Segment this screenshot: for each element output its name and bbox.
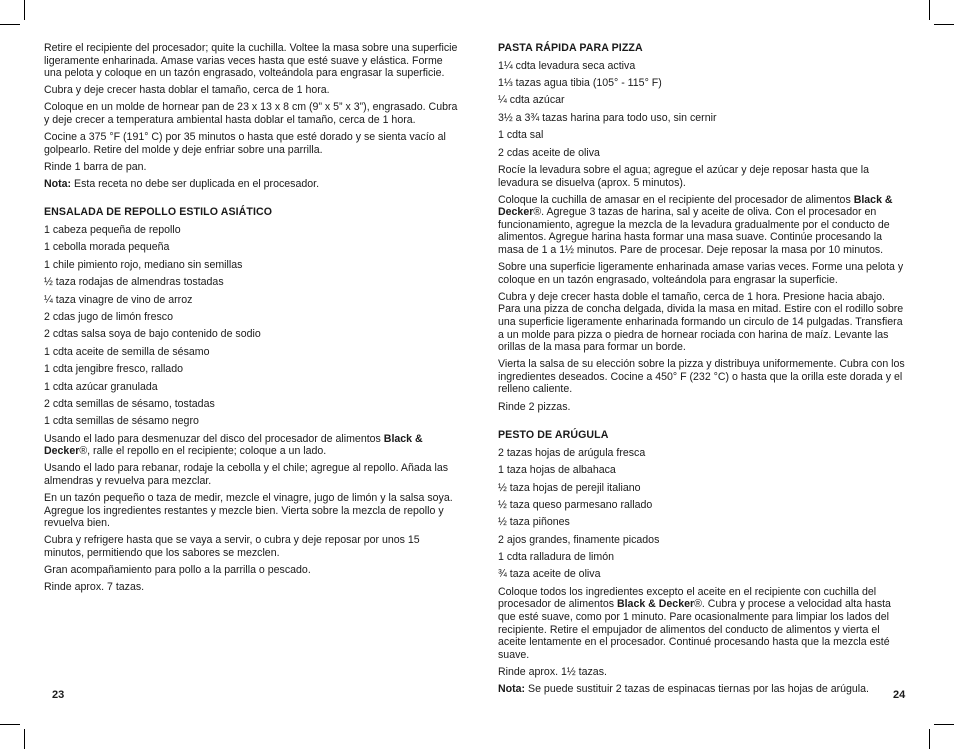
pizza-step-text: Coloque la cuchilla de amasar en el recipiente del procesador de alimentos	[498, 193, 854, 206]
pesto-ingredient: 1 cdta ralladura de limón	[498, 551, 615, 564]
salad-ingredient: 2 cdta semillas de sésamo, tostadas	[44, 397, 215, 410]
pesto-step-text: ®. Cubra y procese a velocidad alta hasta que esté suave, como por 1 minuto. Pare ocasionalmente para limpiar los lados del recipiente. Retire el empujador de alimentos del conducto de alimentos y vierta el aceite lentamente en el procesador. Continué procesando hasta que la mezcla esté suave.	[498, 598, 891, 661]
salad-step	[44, 433, 460, 458]
salad-ingredient: ½ taza rodajas de almendras tostadas	[44, 276, 224, 289]
pizza-step	[498, 194, 910, 257]
salad-step: En un tazón pequeño o taza de medir, mezcle el vinagre, jugo de limón y la salsa soya. Agregue los ingredientes restantes y mezcle bien. Vierta sobre la mezcla de repollo y revuelva bien.	[44, 492, 453, 530]
pizza-step: Cubra y deje crecer hasta doble el tamaño, cerca de 1 hora. Presione hacia abajo. Para una pizza de concha delgada, divida la masa en mitad. Estire con el rodillo sobre una superficie ligeramente enharinada formando un circulo de 14 pulgadas. Transfiera a un molde para pizza o piedra de hornear rociada con harina de maíz. Levante las orillas de la masa para formar un borde.	[498, 290, 904, 354]
pizza-ingredient: 1⅓ tazas agua tibia (105° - 115° F)	[498, 76, 662, 89]
pesto-ingredient: ½ taza hojas de perejil italiano	[498, 481, 641, 494]
intro-paragraph: Cubra y deje crecer hasta doblar el tamaño, cerca de 1 hora.	[44, 84, 330, 97]
pizza-step: Rocíe la levadura sobre el agua; agregue el azúcar y deje reposar hasta que la levadura se disuelva (aprox. 5 minutos).	[498, 163, 870, 189]
pesto-ingredient: 2 ajos grandes, finamente picados	[498, 533, 660, 546]
crop-mark-top-right-h	[934, 24, 954, 25]
salad-ingredient: 1 cabeza pequeña de repollo	[44, 224, 181, 237]
salad-ingredient: 2 cdtas salsa soya de bajo contenido de sodio	[44, 328, 261, 341]
note-label: Nota:	[498, 683, 526, 695]
salad-step-text: Usando el lado para desmenuzar del disco del procesador de alimentos	[44, 432, 384, 445]
crop-mark-top-right-v	[929, 0, 930, 20]
crop-mark-bottom-right-v	[929, 729, 930, 749]
salad-yield: Rinde aprox. 7 tazas.	[44, 581, 145, 594]
pesto-ingredient: 1 taza hojas de albahaca	[498, 464, 616, 477]
crop-mark-bottom-left-h	[0, 724, 20, 725]
note-text: Esta receta no debe ser duplicada en el procesador.	[71, 177, 320, 190]
crop-mark-bottom-left-v	[24, 729, 25, 749]
pizza-step: Vierta la salsa de su elección sobre la pizza y distribuya uniformemente. Cubra con los ingredientes deseados. Cocine a 450° F (232 °C) o hasta que la orilla este dorada y el relleno caliente.	[498, 358, 905, 396]
salad-ingredient: ¼ taza vinagre de vino de arroz	[44, 293, 193, 306]
salad-ingredient: 1 cdta aceite de semilla de sésamo	[44, 345, 210, 358]
pesto-note	[498, 683, 910, 696]
note-label: Nota:	[44, 177, 72, 190]
salad-step: Usando el lado para rebanar, rodaje la cebolla y el chile; agregue al repollo. Añada las almendras y revuelva para mezclar.	[44, 462, 449, 487]
salad-step: Gran acompañamiento para pollo a la parrilla o pescado.	[44, 564, 311, 577]
pizza-step-text: ®. Agregue 3 tazas de harina, sal y aceite de oliva. Con el procesador en funcionamiento, agregue la mezcla de la levadura gradualmente por el conducto de alimentos. Agregue harina hasta formar una masa suave. Continúe procesando la masa de 1 a 1½ minutos. Pare de procesar. Deje reposar la masa por 10 minutos.	[498, 206, 890, 256]
salad-ingredient: 1 cdta azúcar granulada	[44, 380, 158, 393]
salad-ingredient: 1 cebolla morada pequeña	[44, 241, 170, 254]
crop-mark-top-left-v	[24, 0, 25, 20]
left-page-column	[44, 42, 460, 598]
brand-name: Black & Decker	[44, 432, 423, 458]
pizza-ingredient: 1¼ cdta levadura seca activa	[498, 59, 636, 72]
pesto-ingredient: ½ taza queso parmesano rallado	[498, 498, 653, 511]
intro-paragraph: Coloque en un molde de hornear pan de 23 x 13 x 8 cm (9” x 5” x 3”), engrasado. Cubra y deje crecer a temperatura ambiental hasta doblar el tamaño, cerca de 1 hora.	[44, 101, 458, 126]
salad-ingredient: 1 cdta semillas de sésamo negro	[44, 415, 199, 428]
pesto-title: PESTO DE ARÚGULA	[498, 429, 609, 442]
pesto-step-text: Coloque todos los ingredientes excepto el aceite en el recipiente con cuchilla del procesador de alimentos	[498, 585, 877, 611]
salad-title: ENSALADA DE REPOLLO ESTILO ASIÁTICO	[44, 206, 273, 219]
salad-ingredient: 1 cdta jengibre fresco, rallado	[44, 363, 183, 376]
salad-ingredient: 2 cdas jugo de limón fresco	[44, 310, 173, 323]
salad-ingredient: 1 chile pimiento rojo, mediano sin semillas	[44, 258, 243, 271]
pizza-ingredient: 1 cdta sal	[498, 129, 544, 142]
note-text: Se puede sustituir 2 tazas de espinacas tiernas por las hojas de arúgula.	[525, 683, 869, 695]
right-page-column	[498, 42, 910, 700]
intro-paragraph: Rinde 1 barra de pan.	[44, 160, 147, 173]
brand-name: Black & Decker	[616, 598, 695, 611]
page-number-right: 24	[893, 689, 906, 701]
pizza-yield: Rinde 2 pizzas.	[498, 400, 571, 413]
salad-step-text: ®, ralle el repollo en el recipiente; coloque a un lado.	[79, 445, 327, 458]
pesto-step	[498, 586, 910, 662]
pizza-ingredient: ¼ cdta azúcar	[498, 94, 565, 107]
bread-note	[44, 178, 460, 191]
intro-paragraph: Cocine a 375 °F (191° C) por 35 minutos o hasta que esté dorado y se sienta vacío al golpearlo. Retire del molde y deje enfriar sobre una parrilla.	[44, 131, 446, 156]
pesto-ingredient: ½ taza piñones	[498, 516, 570, 529]
intro-paragraph: Retire el recipiente del procesador; quite la cuchilla. Voltee la masa sobre una superficie ligeramente enharinada. Amase varias veces hasta que esté suave y elástica. Forme una pelota y coloque en un tazón engrasado, volteándola para engrasar la superficie.	[44, 42, 458, 80]
pesto-ingredient: ¾ taza aceite de oliva	[498, 568, 601, 581]
pizza-ingredient: 2 cdas aceite de oliva	[498, 146, 600, 159]
pesto-yield: Rinde aprox. 1½ tazas.	[498, 665, 607, 678]
crop-mark-top-left-h	[0, 24, 20, 25]
pizza-ingredient: 3½ a 3¾ tazas harina para todo uso, sin cernir	[498, 111, 717, 124]
pizza-title: PASTA RÁPIDA PARA PIZZA	[498, 42, 643, 54]
pizza-step: Sobre una superficie ligeramente enharinada amase varias veces. Forme una pelota y coloque en un tazón engrasado, volteándola para engrasar la superficie.	[498, 261, 904, 286]
crop-mark-bottom-right-h	[934, 724, 954, 725]
brand-name: Black & Decker	[498, 193, 893, 219]
pesto-ingredient: 2 tazas hojas de arúgula fresca	[498, 446, 646, 459]
salad-step: Cubra y refrigere hasta que se vaya a servir, o cubra y deje reposar por unos 15 minutos, permitiendo que los sabores se mezclen.	[44, 534, 420, 559]
page-number-left: 23	[52, 689, 65, 701]
